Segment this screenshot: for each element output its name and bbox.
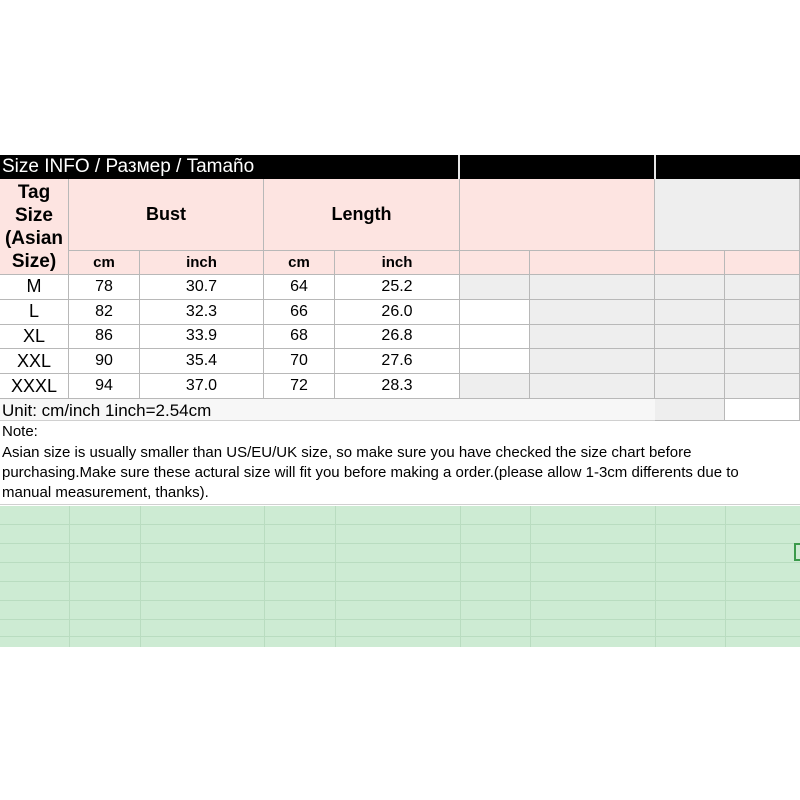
length-cm-cell: 70 <box>264 349 335 374</box>
empty-cell <box>725 399 800 421</box>
unit-label: inch <box>186 254 217 271</box>
bust-cm-cell: 86 <box>69 325 140 350</box>
grid-line <box>0 581 800 582</box>
empty-cell <box>655 399 725 421</box>
bust-inch-cell: 35.4 <box>140 349 264 374</box>
empty-cell <box>530 349 655 374</box>
empty-cell <box>530 300 655 325</box>
grid-line <box>0 619 800 620</box>
unit-header-cm <box>264 251 335 275</box>
length-inch-cell: 26.0 <box>335 300 460 325</box>
length-cm-cell: 72 <box>264 374 335 399</box>
grid-line <box>655 506 656 647</box>
grid-line <box>725 506 726 647</box>
note-label: Note: <box>2 423 38 440</box>
length-cm-cell: 64 <box>264 275 335 300</box>
size-chart-sheet <box>0 155 800 647</box>
empty-cell <box>655 349 725 374</box>
bust-cm-cell: 82 <box>69 300 140 325</box>
length-cm-cell: 68 <box>264 325 335 350</box>
empty-cell <box>655 325 725 350</box>
bust-cm-cell: 90 <box>69 349 140 374</box>
empty-cell <box>530 325 655 350</box>
length-inch-cell: 27.6 <box>335 349 460 374</box>
grid-line <box>0 562 800 563</box>
unit-note: Unit: cm/inch 1inch=2.54cm <box>2 401 212 420</box>
unit-label: cm <box>93 254 115 271</box>
note-line: purchasing.Make sure these actural size will fit you before making a order.(please allow 1-3cm differents due to <box>2 464 739 481</box>
empty-cell <box>655 300 725 325</box>
empty-cell <box>725 325 800 350</box>
unit-header-cm <box>69 251 140 275</box>
bust-label: Bust <box>146 204 186 224</box>
bust-inch-cell: 37.0 <box>140 374 264 399</box>
tag-size-header <box>0 179 69 275</box>
empty-cell <box>460 251 530 275</box>
empty-cell <box>725 374 800 399</box>
empty-cell <box>725 251 800 275</box>
empty-cell <box>725 300 800 325</box>
grid-line <box>0 543 800 544</box>
empty-header-cell <box>655 179 800 251</box>
selection-marker <box>794 543 800 561</box>
title-bar <box>0 155 800 179</box>
bust-cm-cell: 78 <box>69 275 140 300</box>
unit-note-row <box>0 399 655 421</box>
empty-cell <box>655 275 725 300</box>
empty-cell <box>460 349 530 374</box>
note-box <box>0 421 800 505</box>
size-cell: L <box>0 300 69 325</box>
empty-cell <box>530 275 655 300</box>
length-inch-cell: 28.3 <box>335 374 460 399</box>
bust-cm-cell: 94 <box>69 374 140 399</box>
tag-size-label: Tag Size (Asian Size) <box>4 182 64 272</box>
grid-line <box>140 506 141 647</box>
grid-line <box>264 506 265 647</box>
empty-cell <box>460 325 530 350</box>
length-inch-cell: 25.2 <box>335 275 460 300</box>
length-header <box>264 179 460 251</box>
grid-line <box>530 506 531 647</box>
empty-cell <box>460 275 530 300</box>
unit-header-inch <box>335 251 460 275</box>
empty-cell <box>725 349 800 374</box>
unit-label: cm <box>288 254 310 271</box>
bust-inch-cell: 32.3 <box>140 300 264 325</box>
size-cell: XL <box>0 325 69 350</box>
unit-header-inch <box>140 251 264 275</box>
grid-line <box>460 506 461 647</box>
length-cm-cell: 66 <box>264 300 335 325</box>
empty-cell <box>460 374 530 399</box>
grid-line <box>0 524 800 525</box>
chart-title: Size INFO / Размер / Tamaño <box>2 156 255 177</box>
empty-cell <box>530 251 655 275</box>
empty-sheet-area <box>0 506 800 647</box>
grid-line <box>335 506 336 647</box>
note-line: Asian size is usually smaller than US/EU/UK size, so make sure you have checked the size chart before <box>2 444 692 461</box>
title-divider <box>458 155 460 179</box>
size-cell: XXXL <box>0 374 69 399</box>
empty-cell <box>655 251 725 275</box>
size-cell: XXL <box>0 349 69 374</box>
empty-cell <box>530 374 655 399</box>
grid-line <box>0 600 800 601</box>
bust-inch-cell: 30.7 <box>140 275 264 300</box>
empty-cell <box>725 275 800 300</box>
empty-cell <box>655 374 725 399</box>
empty-header-cell <box>460 179 655 251</box>
bust-header <box>69 179 264 251</box>
length-label: Length <box>331 204 392 224</box>
grid-line <box>0 636 800 637</box>
grid-line <box>69 506 70 647</box>
bust-inch-cell: 33.9 <box>140 325 264 350</box>
unit-label: inch <box>381 254 413 271</box>
size-cell: M <box>0 275 69 300</box>
title-divider <box>654 155 656 179</box>
empty-cell <box>460 300 530 325</box>
length-inch-cell: 26.8 <box>335 325 460 350</box>
note-line: manual measurement, thanks). <box>2 484 209 501</box>
